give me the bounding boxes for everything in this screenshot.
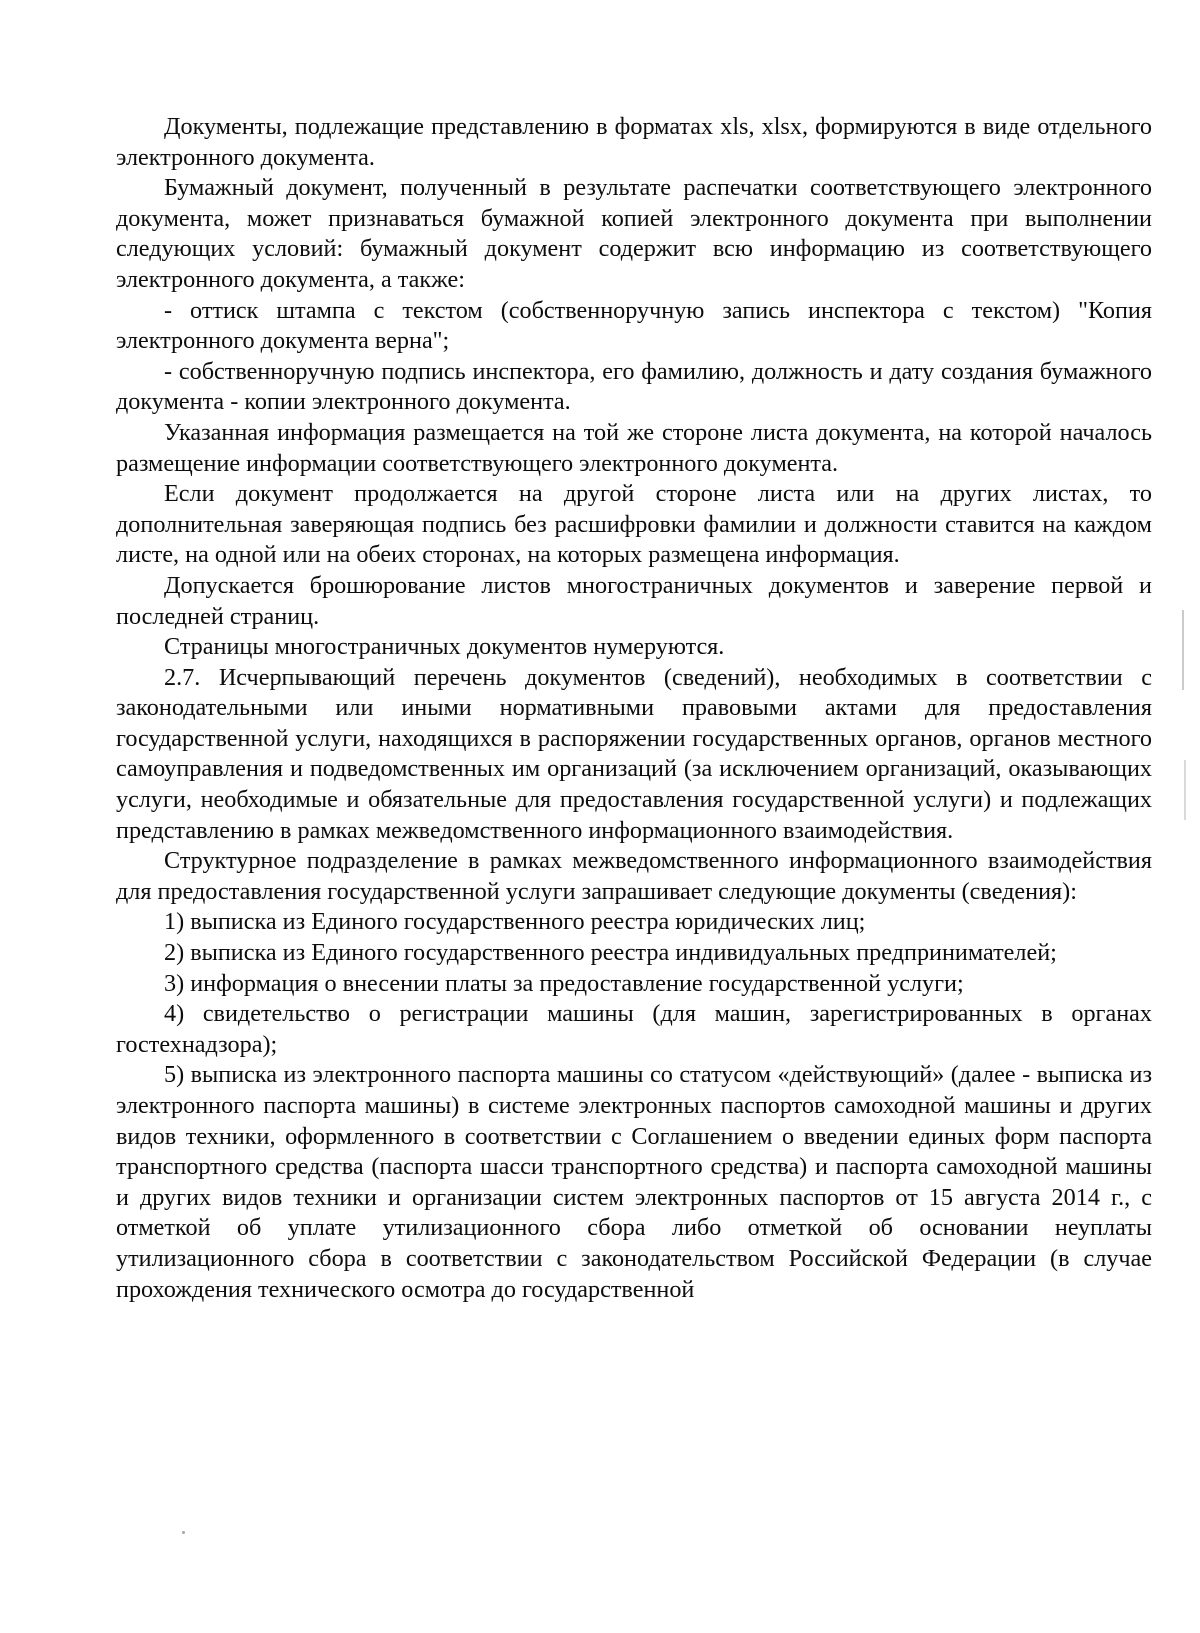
paragraph-formats: Документы, подлежащие представлению в форматах xls, xlsx, формируются в виде отдельного электронного документа. — [116, 113, 1152, 171]
paragraph-request-intro: Структурное подразделение в рамках межведомственного информационного взаимодействия для предоставления государственной услуги запрашивает следующие документы (сведения): — [116, 847, 1152, 905]
scan-dust-dot — [182, 1531, 185, 1534]
scan-edge-mark — [1184, 760, 1186, 820]
paragraph-signature: - собственноручную подпись инспектора, его фамилию, должность и дату создания бумажного документа - копии электронного документа. — [116, 357, 1152, 416]
list-item-5: 5) выписка из электронного паспорта машины со статусом «действующий» (далее - выписка из электронного паспорта машины) в системе электронных паспортов самоходной машины и других видов техники, оформленного в соответствии с Соглашением о введении единых форм паспорта транспортного средства (паспорта шасси транспортного средства) и паспорта самоходной машины и других видов техники и организации систем электронных паспортов от 15 августа 2014 г., с отметкой об уплате утилизационного сбора либо отметкой об основании неуплаты утилизационного сбора в соответствии с законодательством Российской Федерации (в случае прохождения технического осмотра до государственной — [116, 1061, 1152, 1303]
paragraph-continuation: Если документ продолжается на другой стороне листа или на других листах, то дополнительная заверяющая подпись без расшифровки фамилии и должности ставится на каждом листе, на одной или на обеих сторонах, на которых размещена информация. — [116, 480, 1152, 569]
paragraph-stamp: - оттиск штампа с текстом (собственноручную запись инспектора с текстом) "Копия электронного документа верна"; — [116, 296, 1152, 355]
document-body — [116, 112, 1152, 1305]
paragraph-numbering: Страницы многостраничных документов нумеруются. — [164, 633, 725, 661]
list-item-2: 2) выписка из Единого государственного реестра индивидуальных предпринимателей; — [164, 939, 1057, 967]
list-item-3: 3) информация о внесении платы за предоставление государственной услуги; — [164, 969, 964, 997]
list-item-4: 4) свидетельство о регистрации машины (для машин, зарегистрированных в органах гостехнадзора); — [116, 1000, 1152, 1058]
list-item-1: 1) выписка из Единого государственного реестра юридических лиц; — [164, 908, 866, 936]
paragraph-binding: Допускается брошюрование листов многостраничных документов и заверение первой и последней страниц. — [116, 571, 1152, 630]
paragraph-placement: Указанная информация размещается на той же стороне листа документа, на которой началось размещение информации соответствующего электронного документа. — [116, 418, 1152, 477]
paragraph-paper-copy: Бумажный документ, полученный в результате распечатки соответствующего электронного документа, может признаваться бумажной копией электронного документа при выполнении следующих условий: бумажный документ содержит всю информацию из соответствующего электронного документа, а также: — [116, 174, 1152, 293]
paragraph-section-2-7: 2.7. Исчерпывающий перечень документов (сведений), необходимых в соответствии с законодательными или иными нормативными правовыми актами для предоставления государственной услуги, находящихся в распоряжении государственных органов, органов местного самоуправления и подведомственных им организаций (за исключением организаций, оказывающих услуги, необходимые и обязательные для предоставления государственной услуги) и подлежащих представлению в рамках межведомственного информационного взаимодействия. — [116, 663, 1152, 844]
scan-edge-mark — [1182, 610, 1184, 690]
